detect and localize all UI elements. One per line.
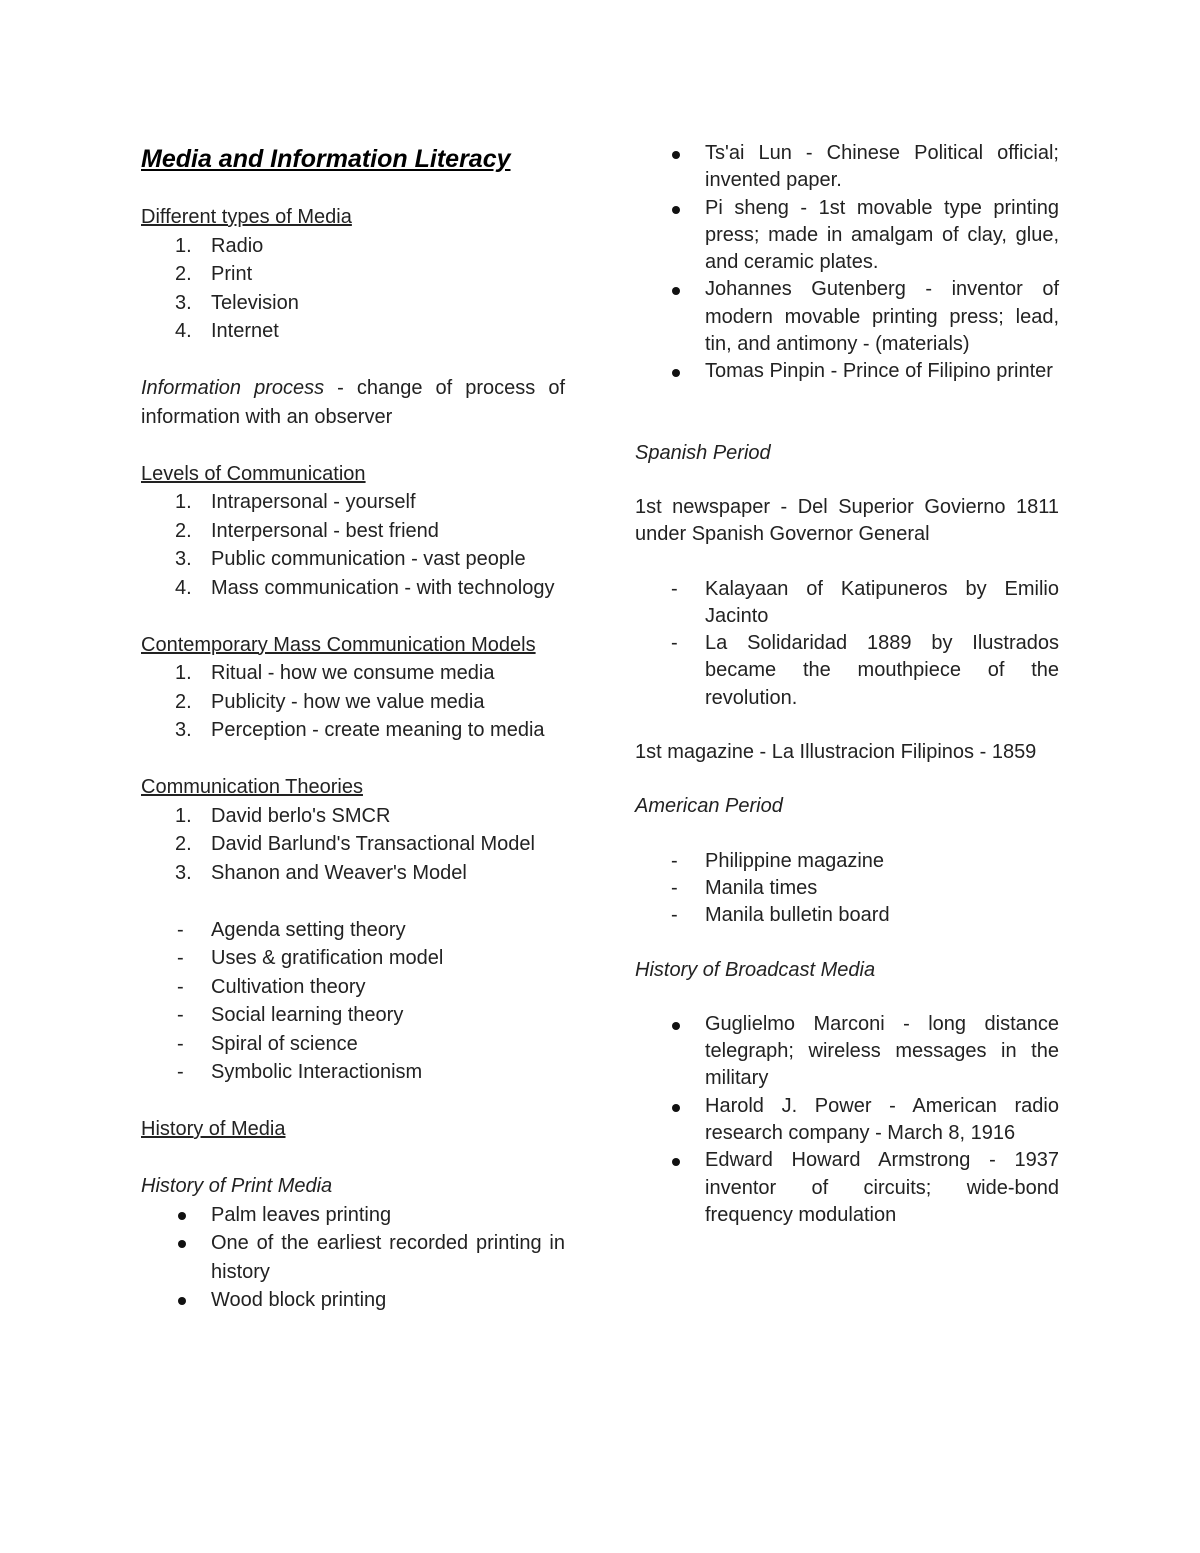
information-process-term: Information process xyxy=(141,377,325,399)
right-column xyxy=(635,140,1059,1229)
list-item: - La Solidaridad 1889 by Ilustrados became the mouthpiece of the revolution. xyxy=(671,632,1059,709)
print-media-heading: History of Print Media xyxy=(141,1175,333,1197)
list-item: 3. Television xyxy=(175,291,299,314)
first-newspaper-text: 1st newspaper - Del Superior Govierno 1811 under Spanish Governor General xyxy=(635,495,1059,546)
bullet-icon xyxy=(672,151,680,159)
left-column xyxy=(141,140,565,1315)
bullet-icon xyxy=(672,206,680,214)
first-magazine-text: 1st magazine - La Illustracion Filipinos - 1859 xyxy=(635,741,1037,764)
list-item: Pi sheng - 1st movable type printing press; made in amalgam of clay, glue, and ceramic plates. xyxy=(635,195,1059,277)
bullet-icon xyxy=(672,1158,680,1166)
list-item: 1. David berlo's SMCR xyxy=(175,804,391,827)
list-item: Guglielmo Marconi - long distance telegraph; wireless messages in the military xyxy=(635,1011,1059,1093)
american-list xyxy=(635,848,1059,930)
list-item: Edward Howard Armstrong - 1937 inventor of circuits; wide-bond frequency modulation xyxy=(635,1147,1059,1229)
list-item: Harold J. Power - American radio research company - March 8, 1916 xyxy=(635,1093,1059,1148)
theories-numbered-list xyxy=(141,802,565,888)
types-of-media-list xyxy=(141,232,565,346)
list-item: - Agenda setting theory xyxy=(177,918,406,941)
list-item: 2. Interpersonal - best friend xyxy=(175,519,439,542)
bullet-icon xyxy=(178,1212,186,1220)
list-item: Tomas Pinpin - Prince of Filipino printer xyxy=(635,358,1059,385)
list-item: - Spiral of science xyxy=(177,1032,358,1055)
bullet-icon xyxy=(672,1022,680,1030)
levels-heading: Levels of Communication xyxy=(141,462,366,485)
list-item: 3. Public communication - vast people xyxy=(175,548,526,570)
broadcast-list xyxy=(635,1011,1059,1229)
bullet-icon xyxy=(178,1240,186,1248)
bullet-icon xyxy=(672,287,680,295)
list-item: 3. Perception - create meaning to media xyxy=(175,719,545,741)
theories-heading: Communication Theories xyxy=(141,776,363,798)
levels-list xyxy=(141,488,565,602)
contemporary-heading: Contemporary Mass Communication Models xyxy=(141,633,536,656)
list-item: 2. Print xyxy=(175,263,253,285)
list-item: - Symbolic Interactionism xyxy=(177,1061,423,1083)
list-item: One of the earliest recorded printing in history xyxy=(141,1229,565,1286)
list-item: 2. David Barlund's Transactional Model xyxy=(175,833,535,855)
theories-dashed-list xyxy=(141,916,565,1087)
list-item: 1. Radio xyxy=(175,234,264,257)
list-item: - Manila bulletin board xyxy=(671,904,890,927)
list-item: Wood block printing xyxy=(141,1286,565,1315)
spanish-period-heading: Spanish Period xyxy=(635,441,771,464)
list-item: 2. Publicity - how we value media xyxy=(175,690,485,713)
contemporary-list xyxy=(141,659,565,745)
list-item: Ts'ai Lun - Chinese Political official; invented paper. xyxy=(635,140,1059,195)
broadcast-media-heading: History of Broadcast Media xyxy=(635,958,876,981)
list-item: - Uses & gratification model xyxy=(177,947,444,969)
list-item: - Cultivation theory xyxy=(177,975,366,998)
list-item: - Philippine magazine xyxy=(671,849,885,872)
page-title: Media and Information Literacy xyxy=(141,145,511,173)
bullet-icon xyxy=(672,1104,680,1112)
bullet-icon xyxy=(178,1297,186,1305)
list-item: 4. Mass communication - with technology xyxy=(175,576,555,599)
types-of-media-heading: Different types of Media xyxy=(141,206,352,228)
information-process-paragraph xyxy=(141,374,565,431)
list-item: - Manila times xyxy=(671,876,818,899)
history-heading: History of Media xyxy=(141,1118,286,1140)
inventors-list xyxy=(635,140,1059,386)
list-item: Johannes Gutenberg - inventor of modern movable printing press; lead, tin, and antimony - (materials) xyxy=(635,276,1059,358)
list-item: 1. Ritual - how we consume media xyxy=(175,662,495,684)
american-period-heading: American Period xyxy=(635,795,783,818)
list-item: 1. Intrapersonal - yourself xyxy=(175,491,416,513)
list-item: - Kalayaan of Katipuneros by Emilio Jacinto xyxy=(671,577,1059,627)
list-item: 4. Internet xyxy=(175,320,279,342)
list-item: 3. Shanon and Weaver's Model xyxy=(175,861,467,884)
bullet-icon xyxy=(672,369,680,377)
list-item: Palm leaves printing xyxy=(141,1201,565,1230)
spanish-list xyxy=(635,576,1059,712)
information-process-definition: - change of process of information with an observer xyxy=(141,377,565,428)
print-media-list xyxy=(141,1201,565,1315)
list-item: - Social learning theory xyxy=(177,1004,404,1026)
